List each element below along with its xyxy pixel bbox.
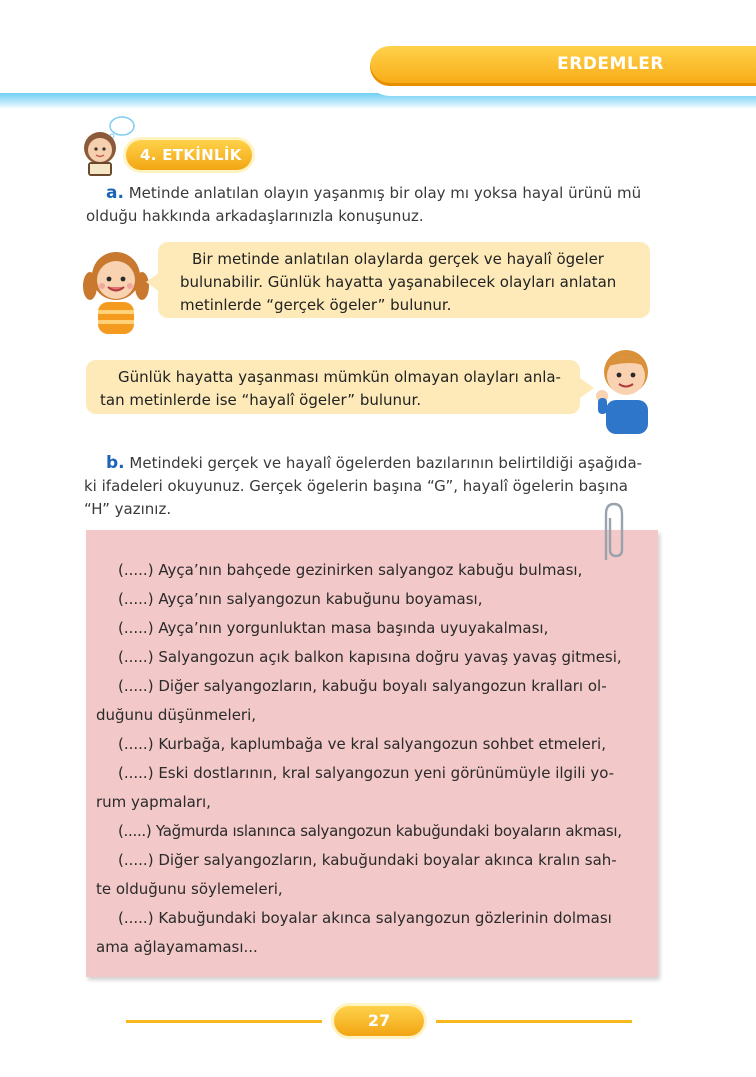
statement-text: (.....) Kabuğundaki boyalar akınca salyangozun gözlerinin dolması: [118, 909, 612, 927]
statement-text: (.....) Ayça’nın yorgunluktan masa başında uyuyakalması,: [118, 619, 549, 637]
boy-speech-bubble: [86, 360, 580, 414]
girl-bubble-line1: Bir metinde anlatılan olaylarda gerçek ve hayalî ögeler: [192, 250, 604, 268]
question-a: [86, 182, 666, 228]
question-a-line2: olduğu hakkında arkadaşlarınızla konuşunuz.: [86, 207, 424, 225]
question-b-line3: “H” yazınız.: [84, 500, 172, 518]
question-a-label: a.: [106, 183, 124, 203]
list-item: [96, 904, 636, 962]
footer-line-right: [436, 1020, 632, 1023]
list-item: [96, 730, 636, 759]
list-item: [96, 846, 636, 904]
footer-line-left: [126, 1020, 322, 1023]
list-item: [96, 817, 636, 846]
girl-character-icon: [78, 246, 154, 336]
statement-continuation: te olduğunu söylemeleri,: [96, 880, 283, 898]
question-b-line2: ki ifadeleri okuyunuz. Gerçek ögelerin başına “G”, hayalî ögelerin başına: [84, 477, 628, 495]
girl-bubble-line3: metinlerde “gerçek ögeler” bulunur.: [180, 296, 452, 314]
question-b-line1: Metindeki gerçek ve hayalî ögelerden bazılarının belirtildiği aşağıda-: [129, 454, 643, 472]
activity-title: 4. ETKİNLİK: [140, 146, 242, 164]
list-item: [96, 556, 636, 585]
boy-bubble-line2: tan metinlerde ise “hayalî ögeler” bulunur.: [100, 391, 422, 409]
page-number: 27: [367, 1011, 391, 1030]
statement-text: (.....) Ayça’nın salyangozun kabuğunu boyaması,: [118, 590, 483, 608]
list-item: [96, 672, 636, 730]
list-item: [96, 643, 636, 672]
statement-continuation: rum yapmaları,: [96, 793, 211, 811]
statement-text: (.....) Ayça’nın bahçede gezinirken salyangoz kabuğu bulması,: [118, 561, 583, 579]
statement-text: (.....) Eski dostlarının, kral salyangozun yeni görünümüyle ilgili yo-: [118, 764, 615, 782]
boy-bubble-line1: Günlük hayatta yaşanması mümkün olmayan olayları anla-: [118, 368, 561, 386]
question-b-label: b.: [106, 453, 125, 473]
question-a-line1: Metinde anlatılan olayın yaşanmış bir olay mı yoksa hayal ürünü mü: [128, 184, 642, 202]
girl-bubble-line2: bulunabilir. Günlük hayatta yaşanabilecek olayları anlatan: [180, 273, 617, 291]
statement-list: [96, 556, 636, 962]
statement-text: (.....) Diğer salyangozların, kabuğundaki boyalar akınca kralın sah-: [118, 851, 617, 869]
statement-text: (.....) Salyangozun açık balkon kapısına doğru yavaş yavaş gitmesi,: [118, 648, 622, 666]
statement-continuation: ama ağlayamaması...: [96, 938, 258, 956]
statement-text: (.....) Diğer salyangozların, kabuğu boyalı salyangozun kralları ol-: [118, 677, 607, 695]
unit-title: ERDEMLER: [557, 54, 664, 74]
statement-text: (.....) Yağmurda ıslanınca salyangozun kabuğundaki boyaların akması,: [118, 822, 622, 840]
statement-continuation: duğunu düşünmeleri,: [96, 706, 257, 724]
list-item: [96, 585, 636, 614]
statement-text: (.....) Kurbağa, kaplumbağa ve kral salyangozun sohbet etmeleri,: [118, 735, 606, 753]
question-b: [84, 452, 651, 521]
list-item: [96, 759, 636, 817]
girl-speech-bubble: [158, 242, 650, 318]
mascot-girl-with-book-icon: [70, 114, 140, 184]
boy-character-icon: [592, 344, 658, 436]
list-item: [96, 614, 636, 643]
